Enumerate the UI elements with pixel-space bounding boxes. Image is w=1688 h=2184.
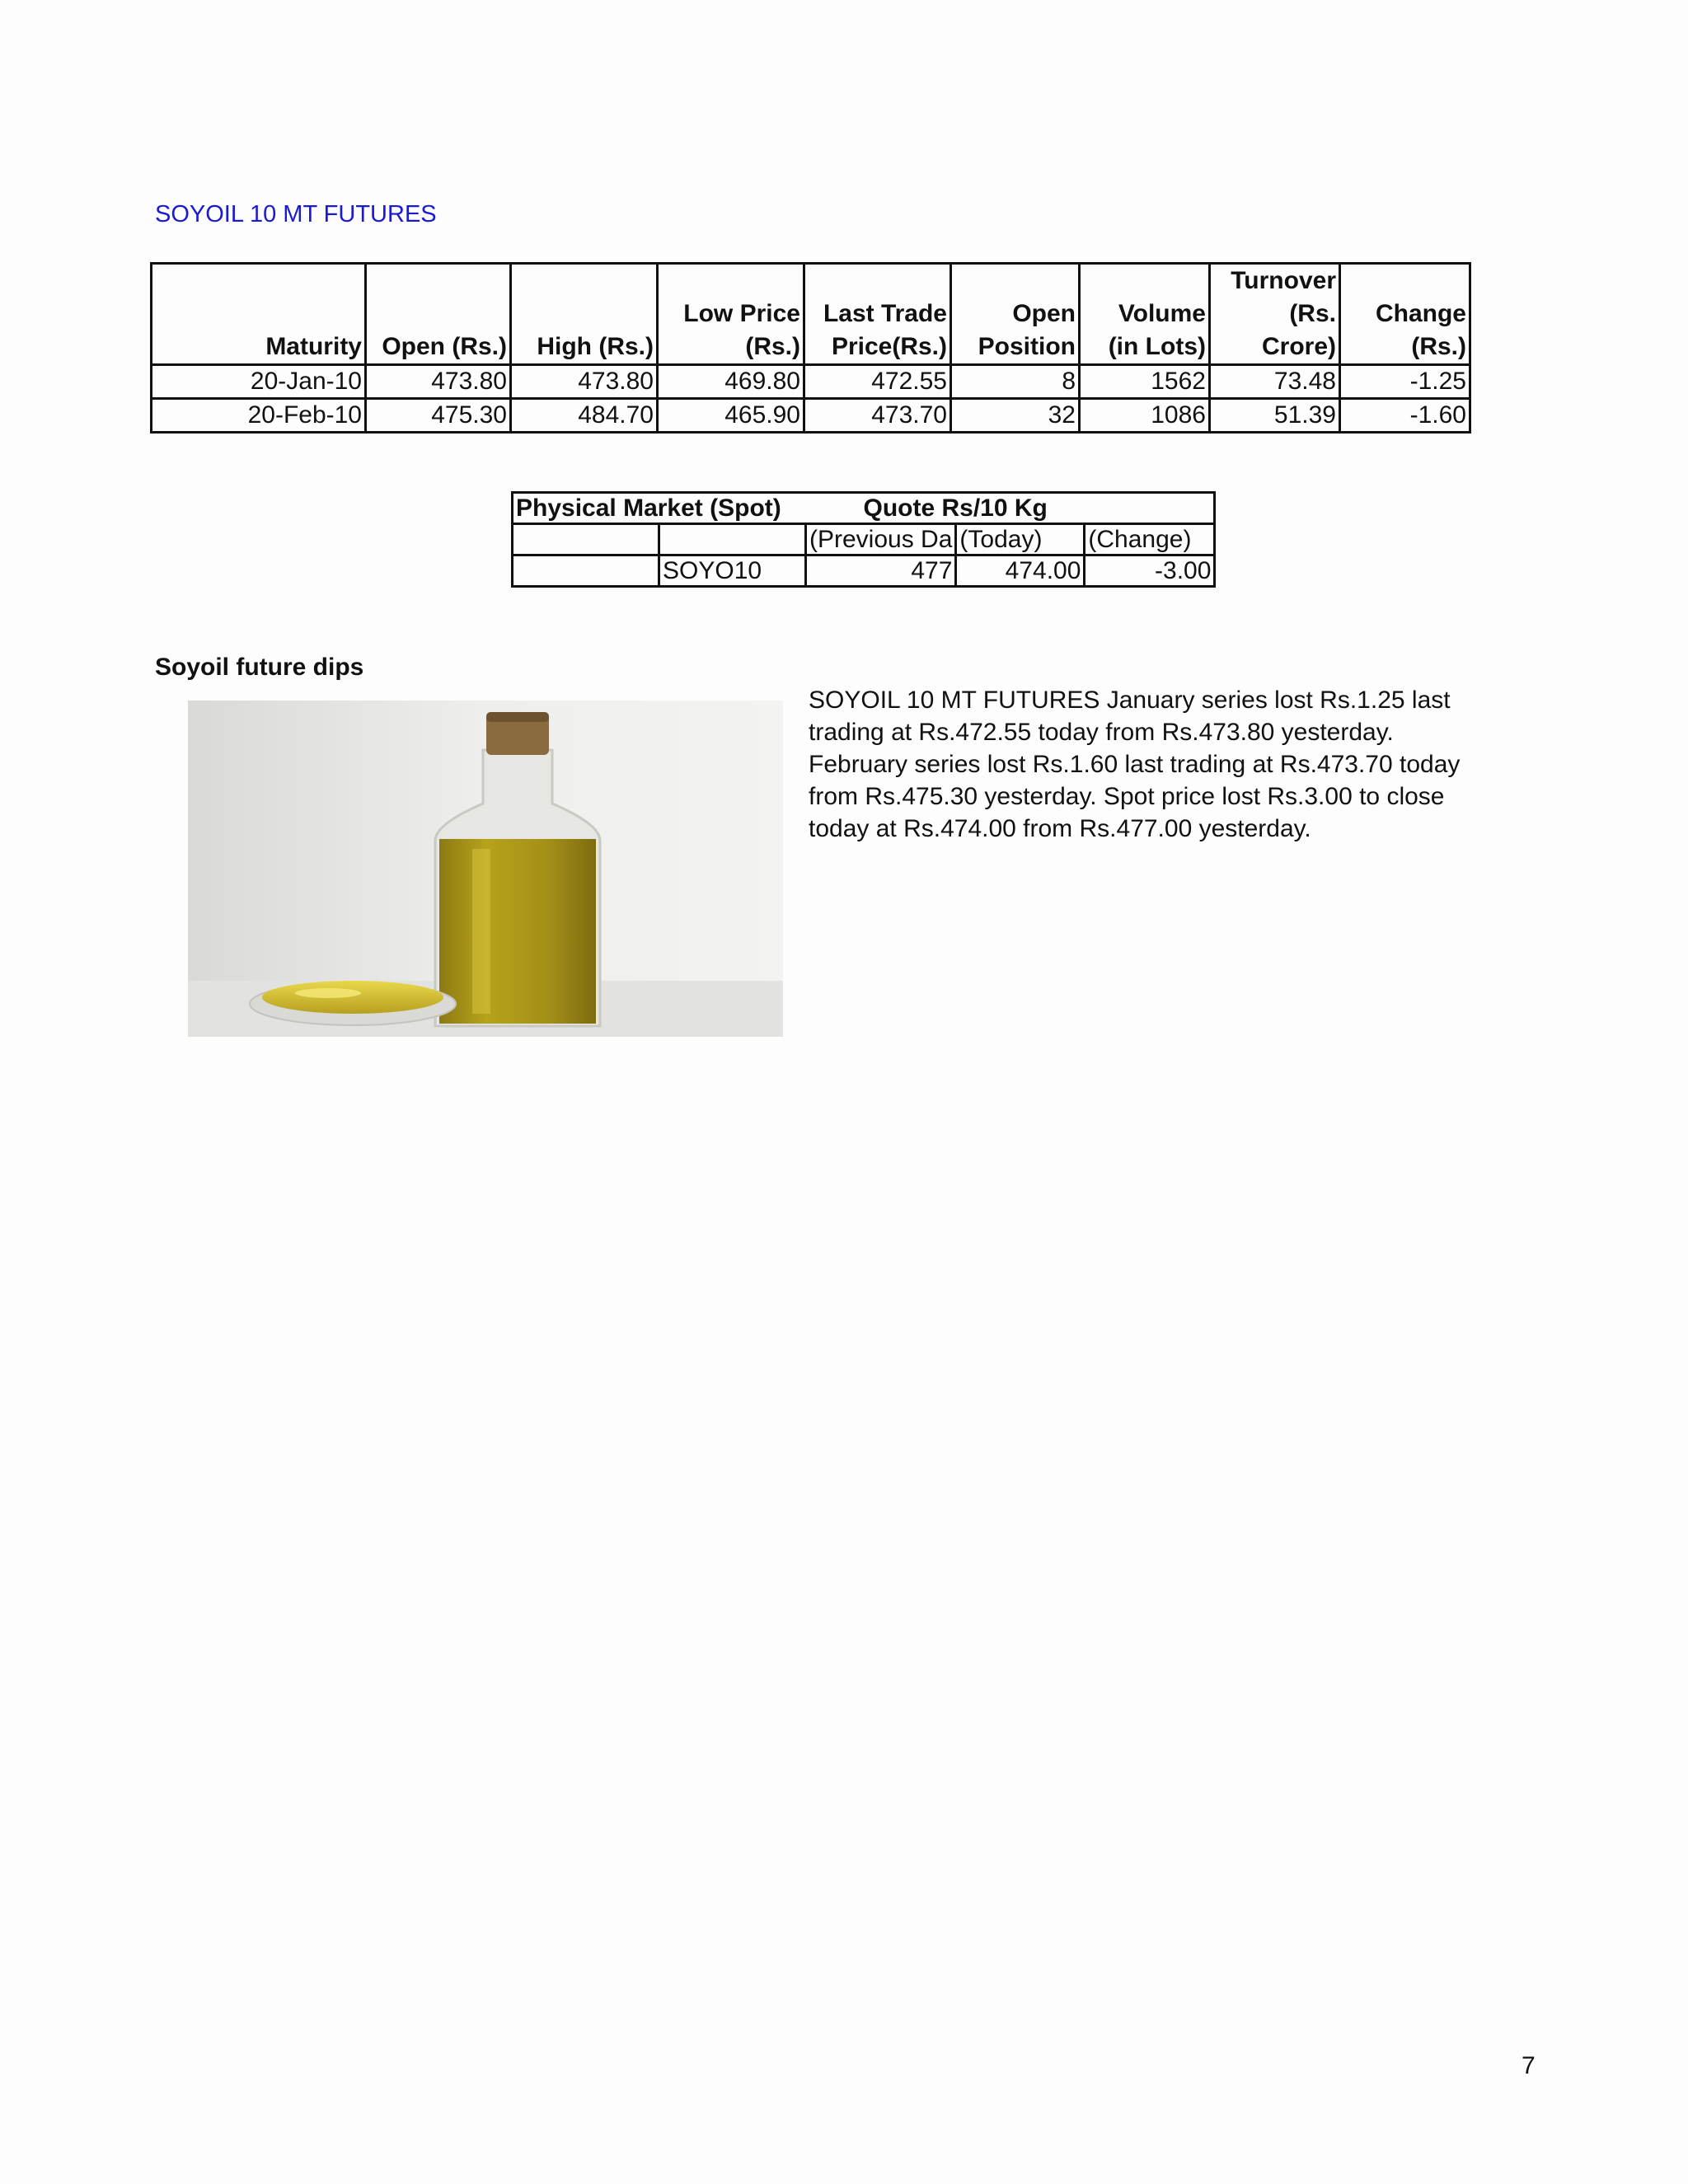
spot-label: Physical Market (Spot) bbox=[513, 493, 806, 524]
spot-empty-cell bbox=[513, 524, 659, 555]
spot-market-table bbox=[511, 491, 1216, 588]
spot-change: -3.00 bbox=[1085, 555, 1215, 587]
cell-open-position: 8 bbox=[951, 365, 1080, 399]
table-row bbox=[152, 399, 1470, 433]
spot-today: 474.00 bbox=[956, 555, 1085, 587]
col-high: High (Rs.) bbox=[511, 264, 658, 365]
cell-high: 484.70 bbox=[511, 399, 658, 433]
spot-subheader-row bbox=[513, 524, 1215, 555]
spot-empty-cell bbox=[513, 555, 659, 587]
cell-high: 473.80 bbox=[511, 365, 658, 399]
spot-header-row bbox=[513, 493, 1215, 524]
col-volume: Volume (in Lots) bbox=[1080, 264, 1210, 365]
col-change: Change (Rs.) bbox=[1340, 264, 1470, 365]
col-maturity: Maturity bbox=[152, 264, 366, 365]
cell-last: 472.55 bbox=[804, 365, 951, 399]
col-open-position: Open Position bbox=[951, 264, 1080, 365]
spot-previous: 477 bbox=[806, 555, 956, 587]
section-title: SOYOIL 10 MT FUTURES bbox=[155, 201, 437, 227]
table-row bbox=[513, 555, 1215, 587]
cell-turnover: 73.48 bbox=[1210, 365, 1340, 399]
col-turnover: Turnover (Rs. Crore) bbox=[1210, 264, 1340, 365]
spot-col-previous: (Previous Da bbox=[806, 524, 956, 555]
cell-open: 473.80 bbox=[366, 365, 511, 399]
cell-maturity: 20-Feb-10 bbox=[152, 399, 366, 433]
table-row bbox=[152, 365, 1470, 399]
col-open: Open (Rs.) bbox=[366, 264, 511, 365]
article-heading: Soyoil future dips bbox=[155, 654, 364, 681]
cell-last: 473.70 bbox=[804, 399, 951, 433]
cell-change: -1.25 bbox=[1340, 365, 1470, 399]
page-number: 7 bbox=[1522, 2052, 1536, 2079]
cell-low: 469.80 bbox=[658, 365, 804, 399]
spot-empty-cell bbox=[659, 524, 806, 555]
spot-col-change: (Change) bbox=[1085, 524, 1215, 555]
cell-turnover: 51.39 bbox=[1210, 399, 1340, 433]
cell-volume: 1086 bbox=[1080, 399, 1210, 433]
spot-quote-header: Quote Rs/10 Kg bbox=[806, 493, 1215, 524]
col-low: Low Price (Rs.) bbox=[658, 264, 804, 365]
cell-maturity: 20-Jan-10 bbox=[152, 365, 366, 399]
article-body: SOYOIL 10 MT FUTURES January series lost Rs.1.25 last trading at Rs.472.55 today from Rs.473.80 yesterday. February series lost Rs.1.60 last trading at Rs.473.70 today from Rs.475.30 yesterday. Spot price lost Rs.3.00 to close today at Rs.474.00 from Rs.477.00 yesterday. bbox=[809, 687, 1461, 842]
col-last-trade: Last Trade Price(Rs.) bbox=[804, 264, 951, 365]
cell-open-position: 32 bbox=[951, 399, 1080, 433]
cell-volume: 1562 bbox=[1080, 365, 1210, 399]
cell-low: 465.90 bbox=[658, 399, 804, 433]
futures-header-row bbox=[152, 264, 1470, 365]
cell-change: -1.60 bbox=[1340, 399, 1470, 433]
spot-symbol: SOYO10 bbox=[659, 555, 806, 587]
cell-open: 475.30 bbox=[366, 399, 511, 433]
futures-table bbox=[150, 262, 1471, 434]
oil-bottle-image bbox=[188, 701, 783, 1037]
spot-col-today: (Today) bbox=[956, 524, 1085, 555]
